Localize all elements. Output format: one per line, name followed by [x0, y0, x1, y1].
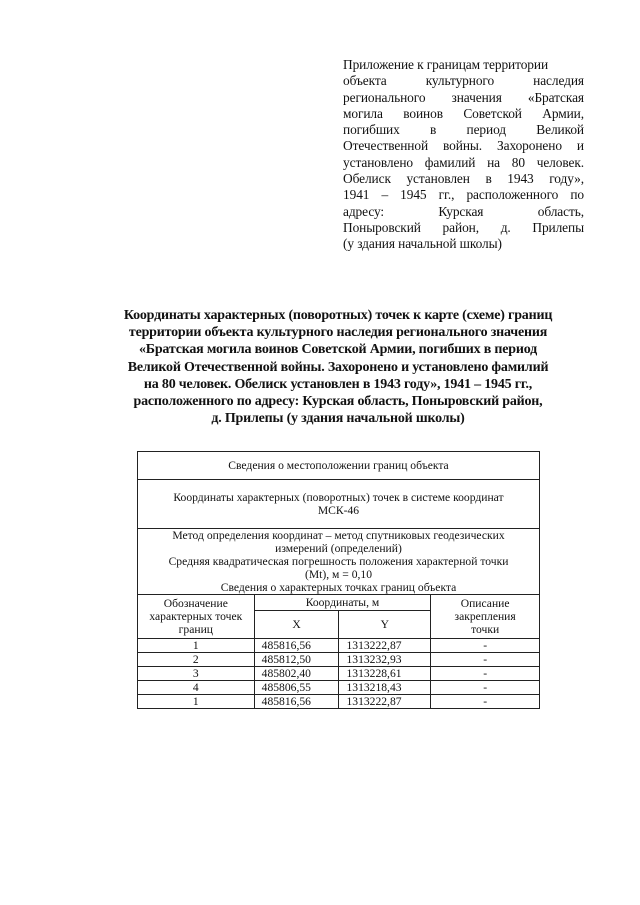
table-row [138, 667, 540, 681]
point-number: 1 [138, 639, 255, 653]
x-coordinate: 485816,56 [254, 639, 339, 653]
coord-system-row [138, 480, 540, 529]
appendix-line: (у здания начальной школы) [343, 236, 502, 252]
x-coordinate: 485806,55 [254, 681, 339, 695]
appendix-line: Обелиск установлен в 1943 году», [343, 171, 584, 187]
appendix-line: Приложение к границам территории [343, 57, 549, 72]
appendix-line: 1941 – 1945 гг., расположенного по [343, 187, 584, 203]
description-header-line: Описание [460, 597, 510, 610]
table-row [138, 653, 540, 667]
x-coordinate: 485816,56 [254, 695, 339, 709]
appendix-line: погибших в период Великой [343, 122, 584, 138]
x-coordinate: 485802,40 [254, 667, 339, 681]
appendix-line: Поныровский район, д. Прилепы [343, 219, 584, 235]
coordinates-table [137, 451, 540, 709]
method-row [138, 529, 540, 595]
point-number: 4 [138, 681, 255, 695]
accuracy-line: Средняя квадратическая погрешность положения характерной точки [168, 555, 509, 568]
heading-line: Координаты характерных (поворотных) точек к карте (схеме) границ [123, 308, 553, 323]
designation-header-line: характерных точек [149, 610, 243, 623]
heading-line: Великой Отечественной войны. Захоронено и установлено фамилий [127, 359, 549, 375]
point-description: - [431, 653, 540, 667]
appendix-line: адресу: Курская область, [343, 203, 584, 219]
method-line: Метод определения координат – метод спутниковых геодезических [172, 529, 505, 542]
description-header-line: точки [471, 623, 500, 636]
heading-line: расположенного по адресу: Курская область, Поныровский район, [133, 394, 543, 410]
y-column-header: Y [339, 611, 431, 639]
location-header: Сведения о местоположении границ объекта [138, 452, 540, 480]
coord-system-name: МСК-46 [317, 504, 360, 517]
designation-header-line: границ [178, 623, 213, 636]
heading-line: д. Прилепы (у здания начальной школы) [211, 411, 465, 427]
method-line: измерений (определений) [275, 542, 402, 555]
table-row [138, 681, 540, 695]
table-header-row [138, 452, 540, 480]
appendix-note [343, 57, 584, 253]
y-coordinate: 1313222,87 [339, 695, 431, 709]
table-row [138, 695, 540, 709]
coord-system-line: Координаты характерных (поворотных) точек в системе координат [173, 491, 504, 504]
appendix-line: могила воинов Советской Армии, [343, 105, 584, 121]
point-number: 2 [138, 653, 255, 667]
designation-column-header [138, 595, 255, 639]
y-coordinate: 1313228,61 [339, 667, 431, 681]
accuracy-value: (Mt), м = 0,10 [304, 568, 372, 581]
point-description: - [431, 695, 540, 709]
coordinates-column-header: Координаты, м [254, 595, 431, 611]
appendix-line: регионального значения «Братская [343, 89, 584, 105]
table-row [138, 639, 540, 653]
method-cell [138, 529, 540, 595]
point-description: - [431, 639, 540, 653]
point-number: 3 [138, 667, 255, 681]
x-coordinate: 485812,50 [254, 653, 339, 667]
heading-line: на 80 человек. Обелиск установлен в 1943 году», 1941 – 1945 гг., [143, 376, 533, 392]
heading-line: «Братская могила воинов Советской Армии, погибших в период [138, 342, 538, 358]
point-number: 1 [138, 695, 255, 709]
point-description: - [431, 667, 540, 681]
document-heading [88, 307, 588, 427]
description-header-line: закрепления [454, 610, 516, 623]
appendix-line: установлено фамилий на 80 человек. [343, 154, 584, 170]
x-column-header: X [254, 611, 339, 639]
y-coordinate: 1313218,43 [339, 681, 431, 695]
point-description: - [431, 681, 540, 695]
coord-system-cell [138, 480, 540, 529]
y-coordinate: 1313222,87 [339, 639, 431, 653]
designation-header-line: Обозначение [163, 597, 228, 610]
points-info-title: Сведения о характерных точках границ объекта [220, 581, 457, 594]
column-header-row [138, 595, 540, 611]
y-coordinate: 1313232,93 [339, 653, 431, 667]
appendix-line: Отечественной войны. Захоронено и [343, 138, 584, 154]
appendix-line: объекта культурного наследия [343, 73, 584, 89]
description-column-header [431, 595, 540, 639]
heading-line: территории объекта культурного наследия регионального значения [128, 325, 548, 341]
